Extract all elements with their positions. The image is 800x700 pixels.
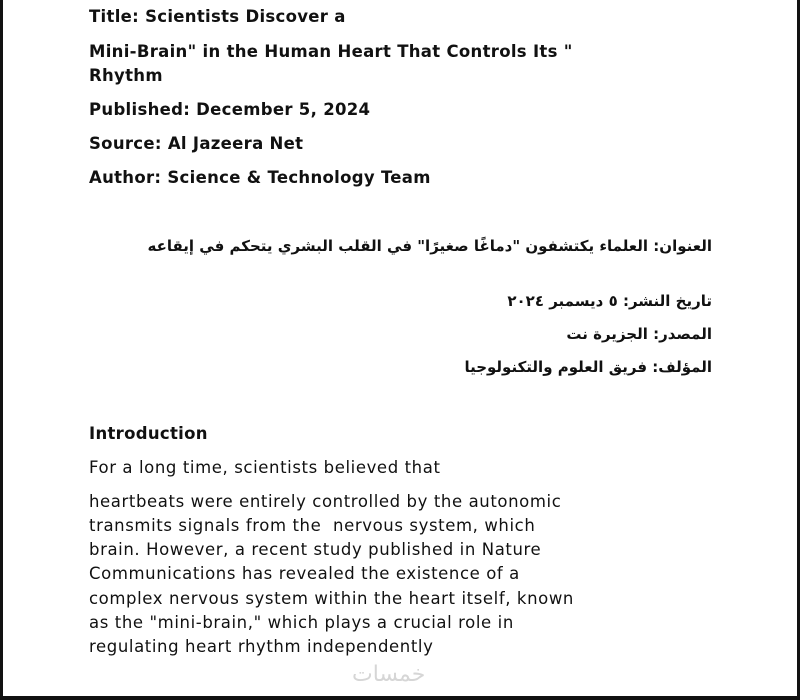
- introduction-heading: Introduction: [89, 424, 208, 443]
- body-line: transmits signals from the nervous system, which: [89, 516, 536, 535]
- arabic-author: المؤلف: فريق العلوم والتكنولوجيا: [464, 358, 712, 376]
- english-author: Author: Science & Technology Team: [89, 168, 431, 187]
- body-line: brain. However, a recent study published in Nature: [89, 540, 542, 559]
- arabic-title: العنوان: العلماء يكتشفون "دماغًا صغيرًا" في القلب البشري يتحكم في إيقاعه: [147, 237, 712, 255]
- watermark-logo: خمسات: [352, 662, 426, 687]
- english-published-date: Published: December 5, 2024: [89, 100, 371, 119]
- body-line: as the "mini-brain," which plays a crucial role in: [89, 613, 514, 632]
- arabic-published-date: تاريخ النشر: ٥ ديسمبر ٢٠٢٤: [507, 292, 712, 310]
- body-line: regulating heart rhythm independently: [89, 637, 434, 656]
- english-title-line-2: Mini-Brain" in the Human Heart That Controls Its ": [89, 42, 573, 61]
- page-border-bottom: [0, 696, 800, 700]
- english-title-line-1: Title: Scientists Discover a: [89, 7, 346, 26]
- arabic-source: المصدر: الجزيرة نت: [566, 325, 712, 343]
- body-line: complex nervous system within the heart itself, known: [89, 589, 574, 608]
- body-line: Communications has revealed the existence of a: [89, 564, 520, 583]
- body-line: For a long time, scientists believed that: [89, 458, 441, 477]
- body-line: heartbeats were entirely controlled by the autonomic: [89, 492, 562, 511]
- page-border-left: [0, 0, 3, 700]
- english-source: Source: Al Jazeera Net: [89, 134, 304, 153]
- english-title-line-3: Rhythm: [89, 66, 163, 85]
